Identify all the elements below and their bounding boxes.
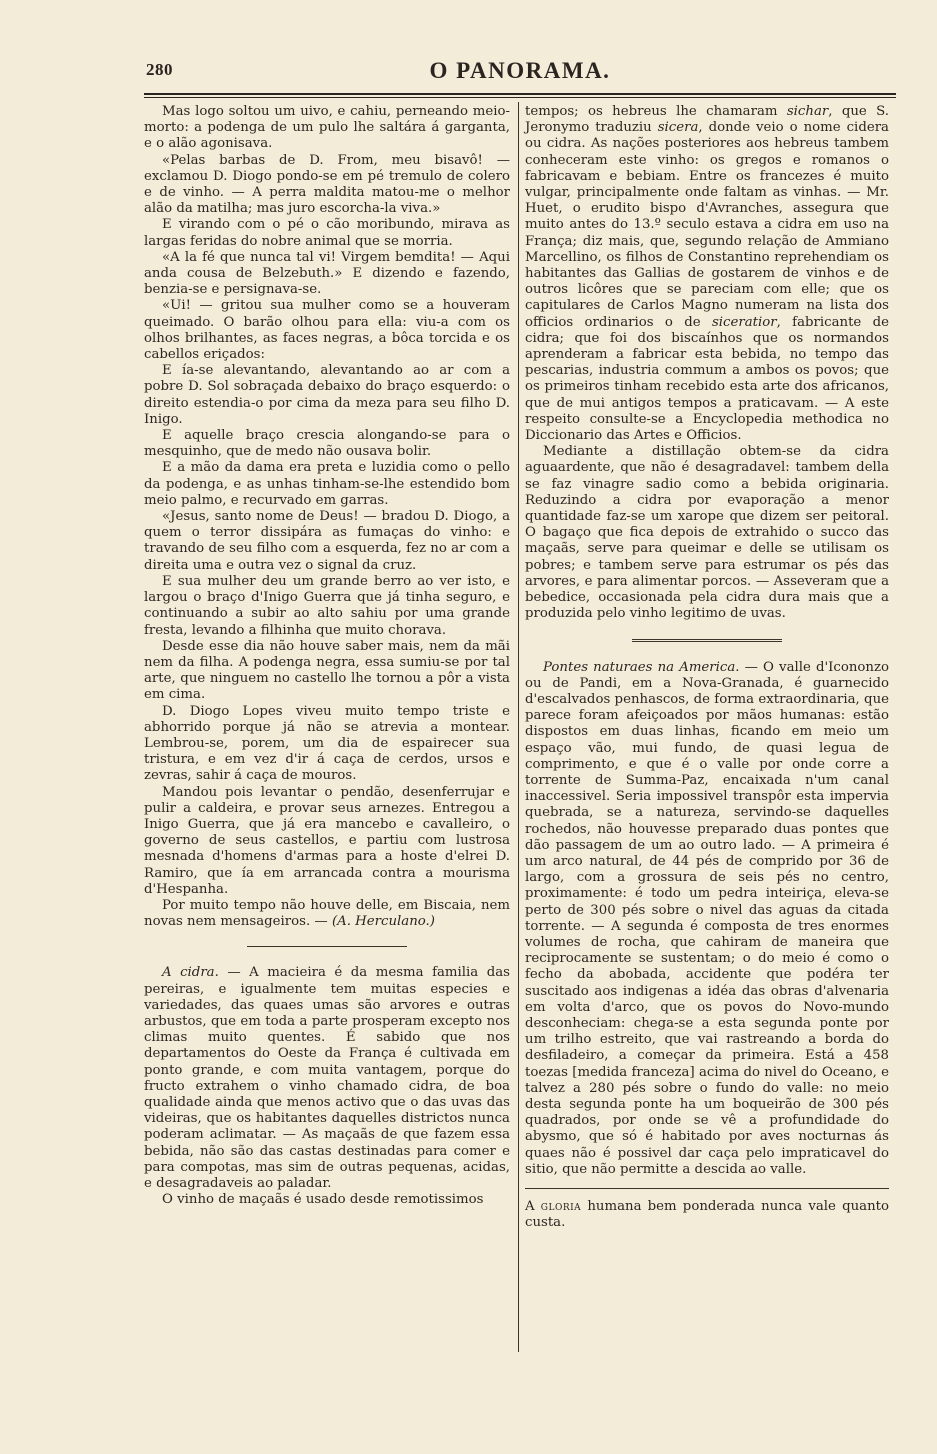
maxim-text: humana bem ponderada nunca vale quanto custa. (525, 1199, 890, 1231)
story-paragraph: Mandou pois levantar o pendão, desenferrujar e pulir a caldeira, e provar seus arnezes. Entregou a Inigo Guerra, que já era mancebo e cavalleiro, o governo de seus castellos, e partiu com lustrosa mesnada d'homens d'armas para a hoste d'elrei D. Ramiro, que ía em arrancada contra a mourisma d'Hespanha. (144, 784, 510, 897)
right-column (525, 104, 889, 1231)
cidra-cont-4: , fabricante de cidra; que foi dos biscaínhos que os normandos aprenderam a fabricar esta bebida, no tempo das pescarias, industria commum a ambos os povos; que os primeiros tinham recebido esta arte dos africanos, que de mui antigos tempos a praticavam. — A este respeito consulte-se a Encyclopedia methodica no Diccionario das Artes e Officios. (525, 314, 889, 444)
story-paragraph: «Jesus, santo nome de Deus! — bradou D. Diogo, a quem o terror dissipára as fumaças do vinho: e travando de seu filho com a esquerda, fez no ar com a direita uma e outra vez o signal da cruz. (144, 509, 510, 573)
story-paragraph: E aquelle braço crescia alongando-se para o mesquinho, que de medo não ousava bolir. (144, 428, 510, 460)
story-last-text: Por muito tempo não houve delle, em Biscaia, nem novas nem mensageiros. — (144, 897, 510, 930)
story-paragraph: E virando com o pé o cão moribundo, mirava as largas feridas do nobre animal que se morria. (144, 217, 510, 249)
pontes-paragraph (525, 660, 889, 1179)
maxim-separator (525, 1188, 889, 1189)
cidra-cont-1: tempos; os hebreus lhe chamaram (525, 104, 778, 119)
left-column (144, 104, 510, 1208)
story-paragraph: E ía-se alevantando, alevantando ao ar com a pobre D. Sol sobraçada debaixo do braço esquerdo: o direito estendia-o por cima da meza para seu filho D. Inigo. (144, 363, 510, 427)
section-separator-double (632, 639, 782, 642)
column-divider (518, 102, 519, 1352)
story-paragraph: Mas logo soltou um uivo, e cahiu, perneando meio-morto: a podenga de um pulo lhe saltára á garganta, e o alão agonisava. (144, 104, 510, 152)
story-paragraph: Desde esse dia não houve saber mais, nem da mãi nem da filha. A podenga negra, essa sumiu-se por tal arte, que ninguem no castello lhe tornou a pôr a vista em cima. (144, 638, 510, 703)
cidra-text: — A macieira é da mesma familia das pereiras, e igualmente tem muitas especies e variedades, das quaes umas são arvores e outras arbustos, que em toda a parte prosperam excepto nos climas muito quentes. É sabido que nos departamentos do Oeste da França é cultivada em ponto grande, e com muita vantagem, porque do fructo extrahem o vinho chamado cidra, de boa qualidade ainda que menos activo que o das uvas das videiras, que os habitantes daquelles districtos nunca poderam aclimatar. — As maçaãs de que fazem essa bebida, não são das castas destinadas para comer e para compotas, mas sim de outras pequenas, acidas, e desagradaveis ao paladar. (144, 965, 510, 1191)
story-last-paragraph (144, 898, 510, 930)
header-rule (144, 93, 896, 95)
story-paragraph: E sua mulher deu um grande berro ao ver isto, e largou o braço d'Inigo Guerra que já tinha seguro, e continuando a subir ao alto sahiu por uma grande fresta, levando a filhinha que muito chorava. (144, 573, 510, 638)
cidra-paragraph (144, 965, 510, 1192)
maxim-smallcaps: gloria (540, 1199, 582, 1214)
story-author: (A. Herculano.) (331, 914, 435, 930)
story-paragraph: D. Diogo Lopes viveu muito tempo triste e abhorrido porque já não se atrevia a montear. Lembrou-se, porem, um dia de espairecer sua tristura, e em vez d'ir á caça de cerdos, ursos e zevras, sahir á caça de mouros. (144, 703, 510, 784)
word-sichar: sichar (786, 104, 829, 119)
word-siceratior: siceratior (711, 314, 777, 330)
journal-title: O PANORAMA. (429, 58, 611, 83)
cidra-paragraph-2: O vinho de maçaãs é usado desde remotissimos (162, 1192, 484, 1208)
pontes-title: Pontes naturaes na America. (543, 659, 740, 675)
maxim (525, 1199, 889, 1231)
page-number: 280 (146, 60, 173, 79)
cidra-cont-2: , que S. Jeronymo traduziu (525, 104, 889, 136)
section-separator (247, 946, 407, 947)
cidra-cont-3: , donde veio o nome cidera ou cidra. As nações posteriores aos hebreus tambem conheceram este vinho: os gregos e romanos o fabricavam e bebiam. Entre os francezes é muito vulgar, principalmente onde faltam as vinhas. — Mr. Huet, o erudito bispo d'Avranches, assegura que muito antes do 13.º seculo estava a cidra em uso na França; diz mais, que, segundo relação de Ammiano Marcellino, os filhos de Constantino reprehendiam os habitantes das Gallias de gostarem de vinhos e de outros licôres que se pareciam com elle; que os capitulares de Carlos Magno numeram na lista dos officios ordinarios o de (525, 120, 889, 330)
story-paragraph: E a mão da dama era preta e luzidia como o pello da podenga, e as unhas tinham-se-lhe estendido bom meio palmo, e recurvado em garras. (144, 460, 510, 508)
story-text (144, 104, 510, 898)
story-paragraph: «Ui! — gritou sua mulher como se a houveram queimado. O barão olhou para ella: viu-a com os olhos brilhantes, as faces negras, a bôca torcida e os cabellos eriçados: (144, 298, 510, 363)
word-sicera: sicera (657, 120, 699, 136)
maxim-lead: A (525, 1199, 535, 1214)
page-header (140, 58, 900, 90)
cidra-title: A cidra. (162, 965, 219, 981)
cidra-continuation (525, 104, 889, 444)
story-paragraph: «Pelas barbas de D. From, meu bisavô! — exclamou D. Diogo pondo-se em pé tremulo de colero e de vinho. — A perra maldita matou-me o melhor alão da matilha; mas juro escorcha-la viva.» (144, 152, 510, 217)
cidra-right-paragraph-2: Mediante a distillação obtem-se da cidra aguaardente, que não é desagradavel: tambem della se faz vinagre sadio como a bebida originaria. Reduzindo a cidra por evaporação a menor quantidade faz-se um xarope que dizem ser peitoral. O bagaço que fica depois de extrahido o succo das maçaãs, serve para queimar e delle se utilisam os pobres; e tambem serve para estrumar os pés das arvores, e para alimentar porcos. — Asseveram que a bebedice, occasionada pela cidra dura mais que a produzida pelo vinho legitimo de uvas. (525, 444, 889, 622)
pontes-text: — O valle d'Icononzo ou de Pandi, em a Nova-Granada, é guarnecido d'escalvados penhascos, de forma extraordinaria, que parece foram afeiçoados por mãos humanas: estão dispostos em duas linhas, ficando em meio um espaço vão, mui fundo, de quasi legua de comprimento, e que é o valle por onde corre a torrente de Summa-Paz, encaixada n'um canal inaccessivel. Seria impossivel transpôr esta impervia quebrada, se a natureza, servindo-se daquelles rochedos, não houvesse preparado duas pontes que dão passagem de um ao outro lado. — A primeira é um arco natural, de 44 pés de comprido por 36 de largo, com a grossura de seis pés no centro, proximamente: é todo um pedra inteiriça, eleva-se perto de 300 pés sobre o nivel das aguas da citada torrente. — A segunda é composta de tres enormes volumes de rocha, que cahiram de maneira que reciprocamente se sustentam; o do meio é como o fecho da abobada, accidente que podéra ter suscitado aos indigenas a idéa das obras d'alvenaria em volta d'arco, que os povos do Novo-mundo desconheciam: chega-se a esta segunda ponte por um trilho estreito, que vai rastreando a borda do desfiladeiro, a começar da primeira. Está a 458 toezas [medida franceza] acima do nivel do Oceano, e talvez a 280 pés sobre o fundo do valle: no meio desta segunda ponte ha um boqueirão de 300 pés quadrados, por onde se vê a profundidade do abysmo, que só é habitado por aves nocturnas ás quaes não é possivel dar caça pelo impraticavel do sitio, que não permitte a descida ao valle. (525, 659, 890, 1177)
story-paragraph: «A la fé que nunca tal vi! Virgem bemdita! — Aqui anda cousa de Belzebuth.» E dizendo e fazendo, benzia-se e persignava-se. (144, 249, 510, 298)
header-rule-thin (144, 97, 896, 98)
